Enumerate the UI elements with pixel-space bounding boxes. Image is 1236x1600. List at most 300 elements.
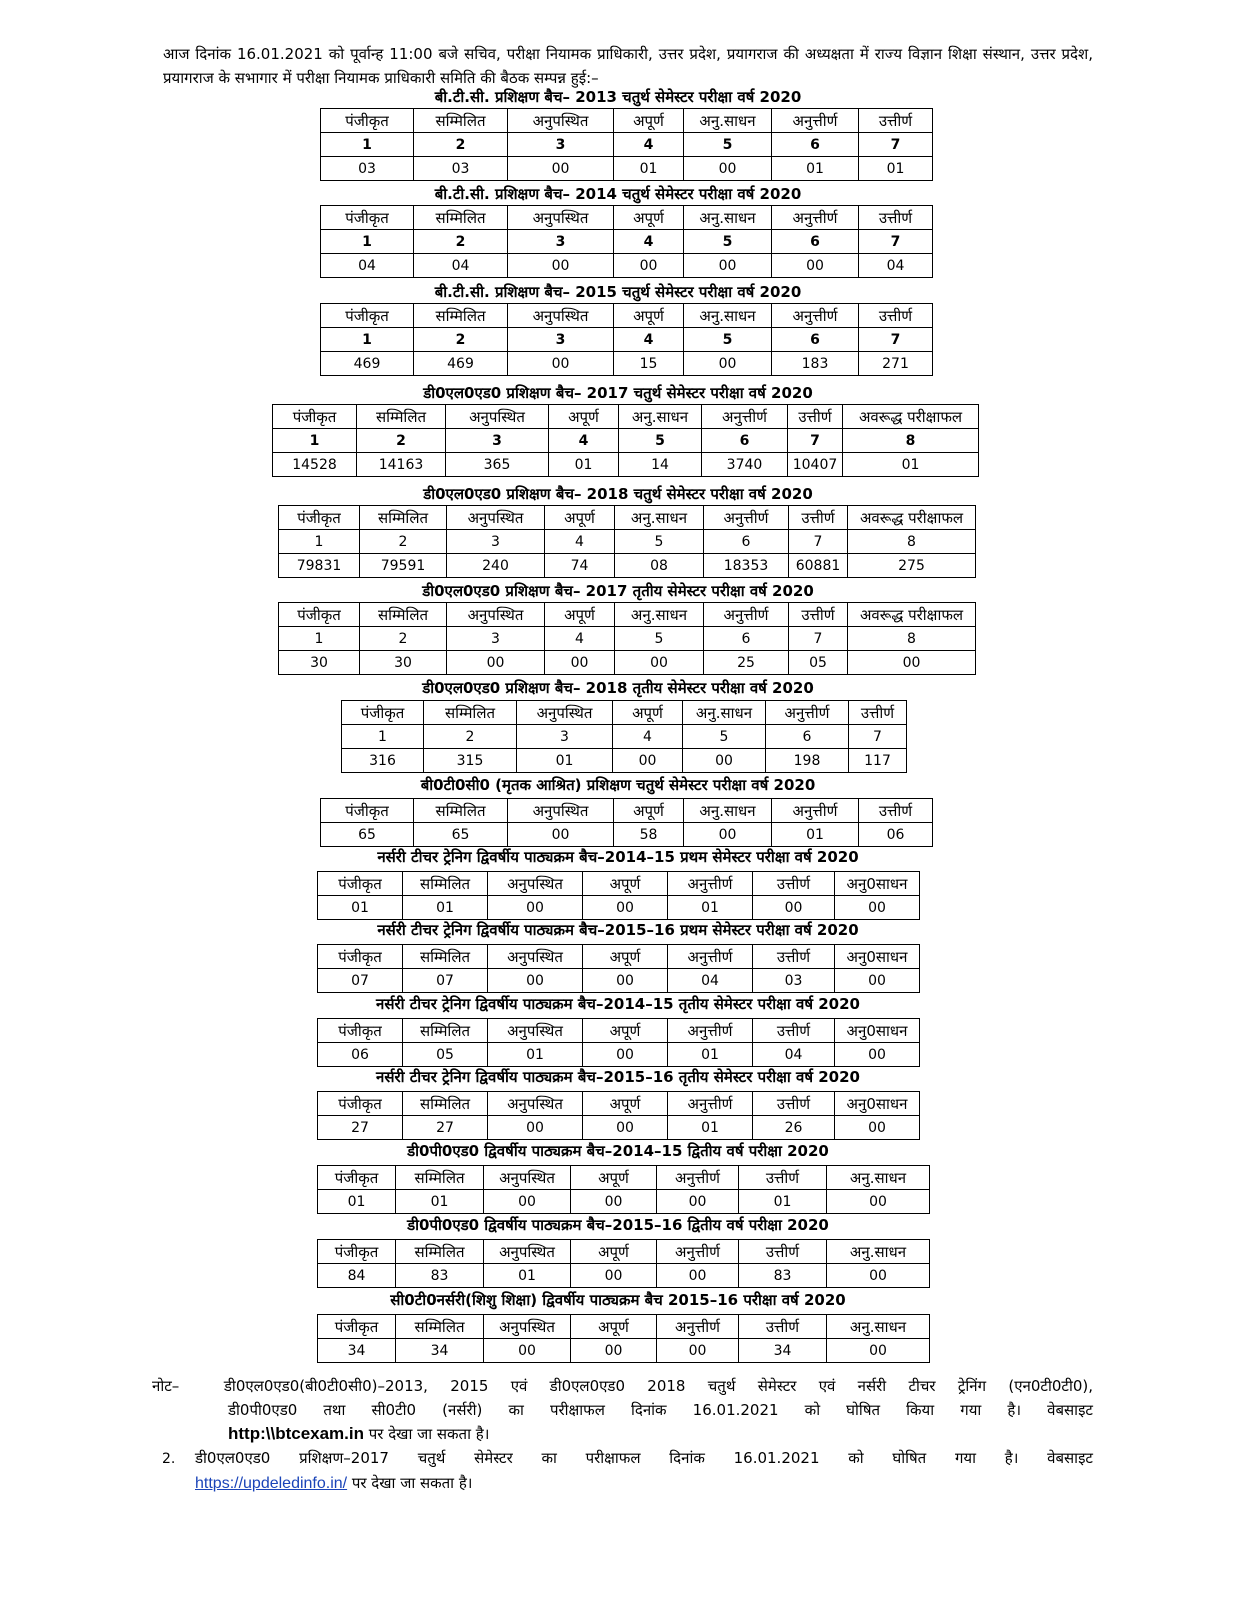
value-cell: 01 [668, 1043, 753, 1067]
value-cell: 00 [684, 352, 772, 376]
header-cell: अनु0साधन [835, 945, 920, 969]
value-cell: 275 [848, 554, 976, 578]
value-cell: 00 [583, 896, 668, 920]
header-cell: अनुत्तीर्ण [772, 304, 859, 328]
column-number-cell: 2 [357, 429, 446, 453]
result-table [317, 1018, 920, 1067]
column-number-cell: 2 [414, 133, 508, 157]
section-title: बी.टी.सी. प्रशिक्षण बैच– 2014 चतुर्थ सेमेस्टर परीक्षा वर्ष 2020 [434, 185, 802, 203]
header-cell: अपूर्ण [614, 304, 684, 328]
header-cell: अपूर्ण [583, 872, 668, 896]
column-number-row [279, 530, 976, 554]
value-cell: 00 [508, 254, 614, 278]
value-cell: 00 [508, 352, 614, 376]
value-cell: 14163 [357, 453, 446, 477]
column-number-cell: 3 [508, 133, 614, 157]
column-number-row [342, 725, 907, 749]
header-cell: पंजीकृत [279, 506, 360, 530]
column-number-cell: 8 [848, 530, 976, 554]
header-cell: उत्तीर्ण [739, 1166, 827, 1190]
note-line-2: डी0पी0एड0 तथा सी0टी0 (नर्सरी) का परीक्षाफल दिनांक 16.01.2021 को घोषित किया गया है। वेबसाइट [228, 1401, 1093, 1419]
result-table [320, 205, 933, 278]
column-number-cell: 6 [772, 328, 859, 352]
column-number-row [321, 133, 933, 157]
header-cell: अनु.साधन [827, 1166, 930, 1190]
header-row [321, 206, 933, 230]
section-title: नर्सरी टीचर ट्रेनिग द्विवर्षीय पाठ्यक्रम बैच–2015–16 तृतीय सेमेस्टर परीक्षा वर्ष 2020 [376, 1068, 860, 1086]
header-row [318, 1315, 930, 1339]
column-number-cell: 4 [549, 429, 619, 453]
value-cell: 30 [360, 651, 447, 675]
value-cell: 06 [859, 823, 933, 847]
column-number-row [273, 429, 979, 453]
value-cell: 198 [766, 749, 849, 773]
header-cell: अनुत्तीर्ण [668, 945, 753, 969]
header-row [318, 945, 920, 969]
column-number-cell: 3 [508, 328, 614, 352]
value-cell: 00 [848, 651, 976, 675]
value-cell: 07 [403, 969, 488, 993]
column-number-cell: 5 [615, 530, 704, 554]
header-cell: अवरूद्ध परीक्षाफल [848, 603, 976, 627]
header-cell: पंजीकृत [318, 1315, 396, 1339]
value-cell: 01 [843, 453, 979, 477]
header-cell: उत्तीर्ण [753, 945, 835, 969]
header-cell: अनुपस्थित [517, 701, 613, 725]
value-cell: 01 [549, 453, 619, 477]
value-row [318, 969, 920, 993]
note-item-2-number: 2. [162, 1451, 176, 1467]
result-table [317, 871, 920, 920]
value-cell: 00 [447, 651, 545, 675]
header-cell: अपूर्ण [583, 1019, 668, 1043]
header-cell: अनु0साधन [835, 872, 920, 896]
value-cell: 00 [657, 1190, 739, 1214]
column-number-cell: 5 [683, 725, 766, 749]
header-cell: सम्मिलित [396, 1315, 484, 1339]
column-number-cell: 1 [279, 530, 360, 554]
result-table [320, 303, 933, 376]
value-cell: 03 [753, 969, 835, 993]
header-cell: सम्मिलित [403, 945, 488, 969]
column-number-cell: 6 [772, 133, 859, 157]
header-cell: अनु.साधन [827, 1240, 930, 1264]
value-cell: 07 [318, 969, 403, 993]
note-label: नोट– [152, 1377, 180, 1395]
header-cell: अनुपस्थित [484, 1240, 571, 1264]
value-cell: 00 [684, 254, 772, 278]
value-cell: 469 [414, 352, 508, 376]
value-cell: 117 [849, 749, 907, 773]
header-cell: अपूर्ण [614, 206, 684, 230]
value-cell: 00 [484, 1190, 571, 1214]
value-cell: 183 [772, 352, 859, 376]
value-cell: 26 [753, 1116, 835, 1140]
result-table [317, 1091, 920, 1140]
value-cell: 25 [704, 651, 789, 675]
value-cell: 01 [668, 1116, 753, 1140]
header-cell: पंजीकृत [318, 1166, 396, 1190]
header-cell: अपूर्ण [571, 1166, 657, 1190]
value-cell: 34 [739, 1339, 827, 1363]
header-row [318, 1092, 920, 1116]
header-cell: अपूर्ण [549, 405, 619, 429]
result-table [320, 798, 933, 847]
column-number-cell: 4 [545, 627, 615, 651]
column-number-cell: 5 [684, 328, 772, 352]
value-cell: 271 [859, 352, 933, 376]
value-cell: 00 [488, 1116, 583, 1140]
header-cell: अनुत्तीर्ण [668, 1019, 753, 1043]
value-cell: 00 [835, 1043, 920, 1067]
header-cell: उत्तीर्ण [859, 304, 933, 328]
value-row [279, 651, 976, 675]
section-title: सी0टी0नर्सरी(शिशु शिक्षा) द्विवर्षीय पाठ्यक्रम बैच 2015–16 परीक्षा वर्ष 2020 [390, 1291, 846, 1309]
header-cell: अनुत्तीर्ण [704, 506, 789, 530]
column-number-cell: 1 [342, 725, 424, 749]
header-cell: सम्मिलित [403, 1019, 488, 1043]
value-cell: 04 [414, 254, 508, 278]
value-cell: 01 [403, 896, 488, 920]
value-cell: 05 [403, 1043, 488, 1067]
value-cell: 01 [488, 1043, 583, 1067]
header-cell: अनुपस्थित [508, 206, 614, 230]
value-cell: 00 [835, 969, 920, 993]
value-cell: 01 [668, 896, 753, 920]
value-cell: 01 [318, 896, 403, 920]
column-number-cell: 1 [321, 230, 414, 254]
header-cell: अवरूद्ध परीक्षाफल [848, 506, 976, 530]
column-number-cell: 6 [766, 725, 849, 749]
header-cell: अपूर्ण [613, 701, 683, 725]
header-cell: पंजीकृत [318, 945, 403, 969]
column-number-cell: 7 [788, 429, 843, 453]
value-cell: 00 [753, 896, 835, 920]
header-cell: अनुपस्थित [484, 1166, 571, 1190]
header-cell: उत्तीर्ण [788, 405, 843, 429]
section-title: बी0टी0सी0 (मृतक आश्रित) प्रशिक्षण चतुर्थ सेमेस्टर परीक्षा वर्ष 2020 [420, 776, 816, 794]
column-number-cell: 1 [273, 429, 357, 453]
value-cell: 00 [827, 1264, 930, 1288]
header-cell: पंजीकृत [279, 603, 360, 627]
note-block [152, 1374, 1093, 1496]
header-row [321, 109, 933, 133]
value-cell: 04 [859, 254, 933, 278]
value-row [318, 1116, 920, 1140]
column-number-row [321, 328, 933, 352]
header-cell: अनु.साधन [684, 799, 772, 823]
column-number-cell: 3 [446, 429, 549, 453]
header-row [318, 1019, 920, 1043]
value-cell: 315 [424, 749, 517, 773]
header-cell: सम्मिलित [424, 701, 517, 725]
section-title: नर्सरी टीचर ट्रेनिग द्विवर्षीय पाठ्यक्रम बैच–2015–16 प्रथम सेमेस्टर परीक्षा वर्ष 2020 [377, 921, 859, 939]
value-cell: 365 [446, 453, 549, 477]
value-cell: 00 [545, 651, 615, 675]
column-number-cell: 6 [772, 230, 859, 254]
header-cell: अनुपस्थित [488, 945, 583, 969]
value-cell: 3740 [702, 453, 788, 477]
header-cell: सम्मिलित [414, 206, 508, 230]
column-number-cell: 7 [849, 725, 907, 749]
header-cell: उत्तीर्ण [789, 603, 848, 627]
section-title: बी.टी.सी. प्रशिक्षण बैच– 2013 चतुर्थ सेमेस्टर परीक्षा वर्ष 2020 [434, 88, 802, 106]
value-row [279, 554, 976, 578]
column-number-cell: 1 [321, 328, 414, 352]
value-row [318, 1264, 930, 1288]
header-cell: पंजीकृत [321, 109, 414, 133]
value-cell: 79591 [360, 554, 447, 578]
header-cell: सम्मिलित [357, 405, 446, 429]
header-cell: अनु.साधन [684, 304, 772, 328]
header-cell: अनुपस्थित [508, 304, 614, 328]
value-cell: 01 [484, 1264, 571, 1288]
header-cell: अनु0साधन [835, 1019, 920, 1043]
column-number-cell: 5 [684, 133, 772, 157]
value-cell: 00 [835, 896, 920, 920]
value-cell: 00 [614, 254, 684, 278]
value-cell: 01 [517, 749, 613, 773]
header-cell: अनुपस्थित [447, 506, 545, 530]
result-table [320, 108, 933, 181]
value-cell: 00 [488, 896, 583, 920]
value-cell: 00 [683, 749, 766, 773]
column-number-cell: 7 [859, 230, 933, 254]
column-number-cell: 5 [619, 429, 702, 453]
value-cell: 83 [739, 1264, 827, 1288]
value-cell: 00 [571, 1264, 657, 1288]
column-number-cell: 3 [447, 627, 545, 651]
result-table [317, 1239, 930, 1288]
header-cell: उत्तीर्ण [753, 1019, 835, 1043]
value-cell: 10407 [788, 453, 843, 477]
value-cell: 05 [789, 651, 848, 675]
value-cell: 00 [684, 823, 772, 847]
value-cell: 01 [614, 157, 684, 181]
header-cell: पंजीकृत [318, 1019, 403, 1043]
value-cell: 00 [657, 1264, 739, 1288]
column-number-cell: 6 [702, 429, 788, 453]
section-title: डी0पी0एड0 द्विवर्षीय पाठ्यक्रम बैच–2014–15 द्वितीय वर्ष परीक्षा 2020 [407, 1142, 829, 1160]
value-cell: 00 [508, 823, 614, 847]
column-number-cell: 1 [321, 133, 414, 157]
value-row [273, 453, 979, 477]
header-cell: अनुत्तीर्ण [657, 1166, 739, 1190]
header-cell: अपूर्ण [583, 945, 668, 969]
result-table [278, 505, 976, 578]
column-number-cell: 6 [704, 530, 789, 554]
value-cell: 03 [321, 157, 414, 181]
header-cell: अनुत्तीर्ण [668, 1092, 753, 1116]
section-title: नर्सरी टीचर ट्रेनिग द्विवर्षीय पाठ्यक्रम बैच–2014–15 तृतीय सेमेस्टर परीक्षा वर्ष 2020 [376, 995, 860, 1013]
header-cell: अनुत्तीर्ण [772, 799, 859, 823]
value-cell: 14528 [273, 453, 357, 477]
header-cell: अनु.साधन [619, 405, 702, 429]
value-cell: 84 [318, 1264, 396, 1288]
header-cell: अनुपस्थित [508, 109, 614, 133]
value-cell: 34 [318, 1339, 396, 1363]
column-number-cell: 2 [414, 328, 508, 352]
value-cell: 65 [321, 823, 414, 847]
header-cell: अपूर्ण [571, 1315, 657, 1339]
value-cell: 01 [396, 1190, 484, 1214]
header-cell: अनुत्तीर्ण [772, 109, 859, 133]
header-cell: सम्मिलित [403, 872, 488, 896]
value-cell: 04 [321, 254, 414, 278]
column-number-cell: 7 [859, 133, 933, 157]
section-title: बी.टी.सी. प्रशिक्षण बैच– 2015 चतुर्थ सेमेस्टर परीक्षा वर्ष 2020 [434, 283, 802, 301]
value-cell: 01 [772, 157, 859, 181]
header-row [318, 872, 920, 896]
value-row [318, 1190, 930, 1214]
header-cell: उत्तीर्ण [849, 701, 907, 725]
column-number-cell: 4 [613, 725, 683, 749]
column-number-cell: 3 [447, 530, 545, 554]
value-cell: 60881 [789, 554, 848, 578]
header-cell: सम्मिलित [414, 109, 508, 133]
header-cell: सम्मिलित [396, 1240, 484, 1264]
section-title: डी0एल0एड0 प्रशिक्षण बैच– 2017 चतुर्थ सेमेस्टर परीक्षा वर्ष 2020 [423, 384, 813, 402]
column-number-cell: 8 [848, 627, 976, 651]
header-cell: अनु.साधन [684, 109, 772, 133]
column-number-cell: 4 [545, 530, 615, 554]
intro-paragraph: आज दिनांक 16.01.2021 को पूर्वान्ह 11:00 बजे सचिव, परीक्षा नियामक प्राधिकारी, उत्तर प्रदेश, प्रयागराज की अध्यक्षता में राज्य विज्ञान शिक्षा संस्थान, उत्तर प्रदेश, प्रयागराज के सभागार में परीक्षा नियामक प्राधिकारी समिति की बैठक सम्पन्न हुई:– [163, 45, 1093, 87]
column-number-row [279, 627, 976, 651]
header-cell: सम्मिलित [360, 603, 447, 627]
header-cell: पंजीकृत [318, 1092, 403, 1116]
header-cell: सम्मिलित [414, 304, 508, 328]
column-number-cell: 2 [424, 725, 517, 749]
btcexam-link[interactable]: http:\\btcexam.in [228, 1424, 365, 1443]
note-line-3: पर देखा जा सकता है। [364, 1425, 490, 1443]
value-cell: 03 [414, 157, 508, 181]
header-cell: अनुपस्थित [508, 799, 614, 823]
header-cell: अनु.साधन [615, 506, 704, 530]
value-cell: 14 [619, 453, 702, 477]
result-table [278, 602, 976, 675]
column-number-cell: 7 [789, 530, 848, 554]
value-cell: 58 [614, 823, 684, 847]
value-row [321, 254, 933, 278]
column-number-cell: 2 [360, 530, 447, 554]
header-cell: अनुत्तीर्ण [657, 1240, 739, 1264]
result-table [317, 1314, 930, 1363]
header-row [318, 1240, 930, 1264]
header-cell: सम्मिलित [396, 1166, 484, 1190]
header-cell: उत्तीर्ण [739, 1315, 827, 1339]
header-cell: उत्तीर्ण [859, 109, 933, 133]
column-number-cell: 4 [614, 328, 684, 352]
header-cell: पंजीकृत [318, 872, 403, 896]
header-cell: अवरूद्ध परीक्षाफल [843, 405, 979, 429]
header-cell: अनुत्तीर्ण [702, 405, 788, 429]
value-cell: 00 [571, 1339, 657, 1363]
value-cell: 00 [615, 651, 704, 675]
column-number-cell: 2 [360, 627, 447, 651]
column-number-cell: 6 [704, 627, 789, 651]
value-cell: 30 [279, 651, 360, 675]
value-row [318, 896, 920, 920]
header-cell: पंजीकृत [321, 304, 414, 328]
header-cell: अनुत्तीर्ण [657, 1315, 739, 1339]
value-cell: 65 [414, 823, 508, 847]
value-cell: 34 [396, 1339, 484, 1363]
header-cell: अनुत्तीर्ण [668, 872, 753, 896]
header-cell: अनुत्तीर्ण [766, 701, 849, 725]
column-number-cell: 5 [615, 627, 704, 651]
note-line-1: डी0एल0एड0(बी0टी0सी0)–2013, 2015 एवं डी0एल0एड0 2018 चतुर्थ सेमेस्टर एवं नर्सरी टीचर ट्रेनिंग (एन0टी0टी0), [223, 1377, 1093, 1395]
value-cell: 00 [772, 254, 859, 278]
column-number-cell: 8 [843, 429, 979, 453]
value-cell: 00 [583, 1043, 668, 1067]
header-cell: उत्तीर्ण [739, 1240, 827, 1264]
header-cell: सम्मिलित [360, 506, 447, 530]
value-cell: 00 [657, 1339, 739, 1363]
header-cell: अनुत्तीर्ण [772, 206, 859, 230]
value-cell: 00 [684, 157, 772, 181]
result-table [317, 1165, 930, 1214]
value-cell: 04 [668, 969, 753, 993]
header-cell: अनुपस्थित [488, 1092, 583, 1116]
header-cell: उत्तीर्ण [753, 1092, 835, 1116]
value-row [321, 823, 933, 847]
column-number-cell: 7 [789, 627, 848, 651]
header-row [318, 1166, 930, 1190]
value-cell: 01 [772, 823, 859, 847]
header-cell: अपूर्ण [614, 109, 684, 133]
value-cell: 00 [488, 969, 583, 993]
value-cell: 00 [835, 1116, 920, 1140]
header-cell: अपूर्ण [614, 799, 684, 823]
value-cell: 240 [447, 554, 545, 578]
header-cell: अनु0साधन [835, 1092, 920, 1116]
value-row [318, 1339, 930, 1363]
header-row [321, 799, 933, 823]
value-cell: 15 [614, 352, 684, 376]
updeledinfo-link[interactable]: https://updeledinfo.in/ [195, 1475, 348, 1492]
value-cell: 00 [613, 749, 683, 773]
column-number-row [321, 230, 933, 254]
header-cell: अनु.साधन [827, 1315, 930, 1339]
result-table [341, 700, 907, 773]
header-cell: अपूर्ण [545, 603, 615, 627]
value-cell: 27 [318, 1116, 403, 1140]
value-row [321, 352, 933, 376]
value-cell: 00 [583, 969, 668, 993]
value-cell: 00 [827, 1339, 930, 1363]
result-table [317, 944, 920, 993]
header-cell: पंजीकृत [273, 405, 357, 429]
header-cell: पंजीकृत [342, 701, 424, 725]
header-cell: अनुपस्थित [484, 1315, 571, 1339]
header-cell: उत्तीर्ण [859, 206, 933, 230]
section-title: डी0एल0एड0 प्रशिक्षण बैच– 2017 तृतीय सेमेस्टर परीक्षा वर्ष 2020 [422, 582, 814, 600]
header-row [279, 506, 976, 530]
header-cell: सम्मिलित [414, 799, 508, 823]
value-row [342, 749, 907, 773]
value-cell: 08 [615, 554, 704, 578]
value-cell: 27 [403, 1116, 488, 1140]
value-cell: 74 [545, 554, 615, 578]
header-row [321, 304, 933, 328]
value-row [318, 1043, 920, 1067]
column-number-cell: 4 [614, 230, 684, 254]
value-cell: 01 [859, 157, 933, 181]
value-cell: 00 [827, 1190, 930, 1214]
value-cell: 83 [396, 1264, 484, 1288]
header-row [273, 405, 979, 429]
section-title: नर्सरी टीचर ट्रेनिग द्विवर्षीय पाठ्यक्रम बैच–2014–15 प्रथम सेमेस्टर परीक्षा वर्ष 2020 [377, 848, 859, 866]
